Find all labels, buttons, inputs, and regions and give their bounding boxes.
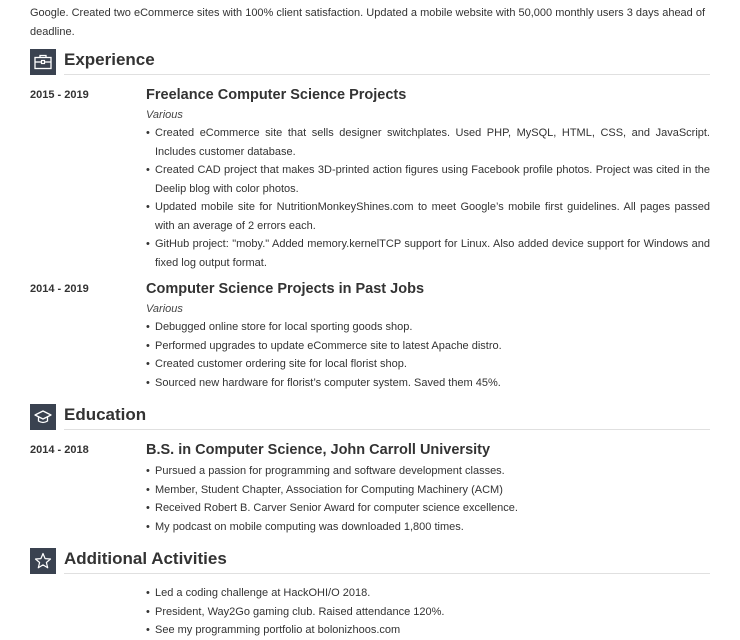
bullet-item: • Created eCommerce site that sells designer switchplates. Used PHP, MySQL, HTML, CSS, and JavaScript. Includes customer database. [146, 124, 710, 161]
experience-entry [30, 85, 710, 272]
entry-subtitle: Various [146, 303, 183, 315]
bullet-item: • GitHub project: "moby." Added memory.kernelTCP support for Linux. Also added device support for Windows and fixed log output format. [146, 235, 710, 272]
activities-header [30, 548, 710, 574]
entry-bullets [146, 318, 710, 392]
bullet-item: • Member, Student Chapter, Association for Computing Machinery (ACM) [146, 481, 710, 500]
entry-title: Freelance Computer Science Projects [146, 87, 407, 103]
star-icon [30, 548, 56, 574]
experience-entry [30, 279, 710, 392]
experience-header [30, 49, 710, 75]
entry-dates: 2014 - 2018 [30, 444, 89, 456]
bullet-item: • Created CAD project that makes 3D-printed action figures using Facebook profile photos. Project was cited in the Deelip blog with color photos. [146, 161, 710, 198]
bullet-item: • Performed upgrades to update eCommerce site to latest Apache distro. [146, 337, 710, 356]
education-title: Education [64, 404, 710, 430]
bullet-item: • Led a coding challenge at HackOHI/O 2018. [146, 584, 710, 603]
bullet-item: • See my programming portfolio at bolonizhoos.com [146, 621, 710, 640]
bullet-item: • Updated mobile site for NutritionMonkeyShines.com to meet Google’s mobile first guidelines. All pages passed with an average of 2 errors each. [146, 198, 710, 235]
activities-bullets [146, 584, 710, 640]
bullet-item: • Debugged online store for local sporting goods shop. [146, 318, 710, 337]
bullet-item: • Received Robert B. Carver Senior Award for computer science excellence. [146, 499, 710, 518]
bullet-item: • My podcast on mobile computing was downloaded 1,800 times. [146, 518, 710, 537]
entry-title: B.S. in Computer Science, John Carroll University [146, 442, 491, 458]
bullet-item: • President, Way2Go gaming club. Raised attendance 120%. [146, 603, 710, 622]
bullet-item: • Pursued a passion for programming and software development classes. [146, 462, 710, 481]
activities-entry [30, 584, 710, 640]
education-header [30, 404, 710, 430]
summary-text: Google. Created two eCommerce sites with 100% client satisfaction. Updated a mobile website with 50,000 monthly users 3 days ahead of deadline. [30, 7, 706, 38]
briefcase-icon [30, 49, 56, 75]
bullet-item: • Sourced new hardware for florist’s computer system. Saved them 45%. [146, 374, 710, 393]
bullet-item: • Created customer ordering site for local florist shop. [146, 355, 710, 374]
graduation-cap-icon [30, 404, 56, 430]
activities-title: Additional Activities [64, 548, 710, 574]
entry-dates: 2015 - 2019 [30, 89, 89, 101]
entry-subtitle: Various [146, 109, 183, 121]
experience-title: Experience [64, 49, 710, 75]
entry-bullets [146, 462, 710, 536]
resume-page [30, 0, 710, 640]
entry-bullets [146, 124, 710, 272]
education-entry [30, 440, 710, 536]
entry-dates: 2014 - 2019 [30, 283, 89, 295]
entry-title: Computer Science Projects in Past Jobs [146, 281, 425, 297]
